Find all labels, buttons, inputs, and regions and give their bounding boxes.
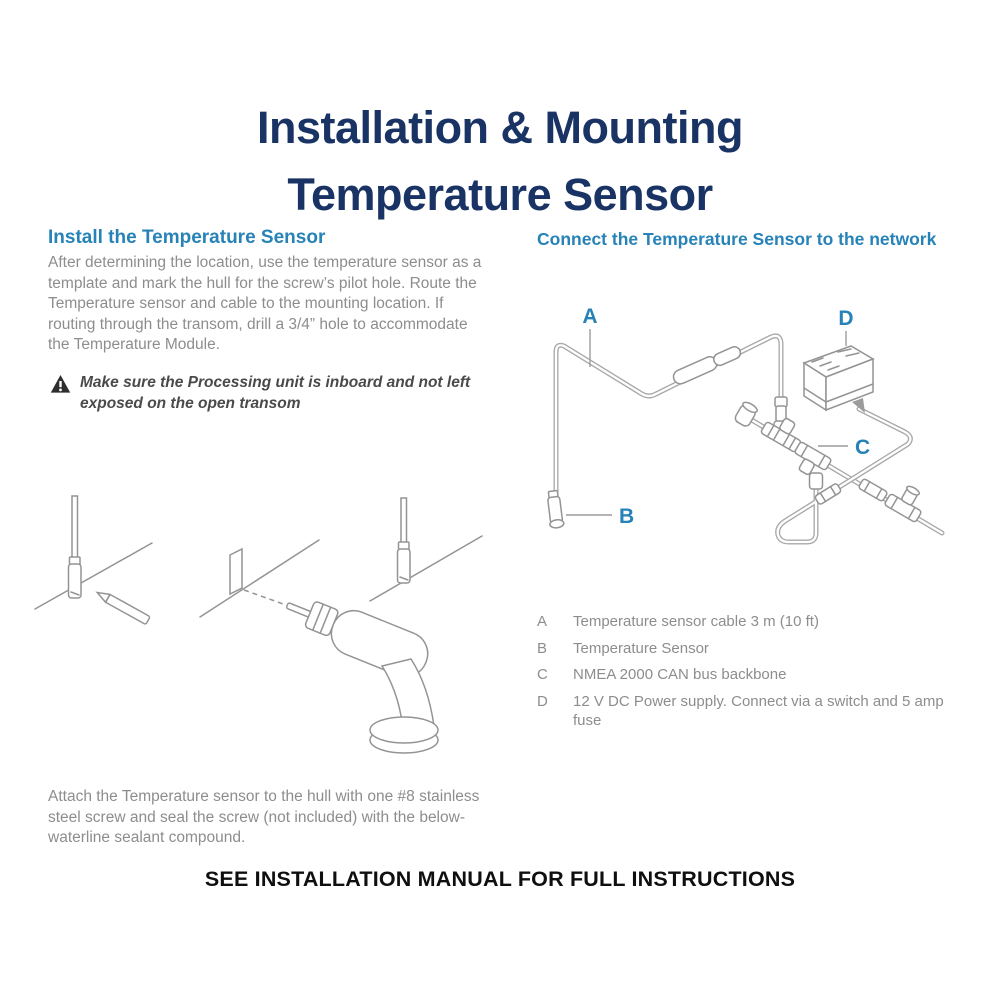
legend-row-c [537, 665, 961, 685]
diagram-legend [537, 612, 961, 738]
scene-sensor-mounted [370, 498, 482, 601]
legend-text: Temperature Sensor [573, 639, 709, 657]
legend-text: NMEA 2000 CAN bus backbone [573, 666, 787, 683]
connect-section-heading: Connect the Temperature Sensor to the network [537, 229, 937, 249]
drop-plug [810, 473, 823, 489]
diagram-label-a: A [582, 305, 598, 328]
legend-row-b [537, 639, 961, 659]
legend-row-a [537, 612, 961, 632]
scene-mark-location [35, 496, 152, 625]
page-title-line1: Installation & Mounting [257, 102, 743, 153]
legend-key: D [537, 692, 548, 710]
temperature-sensor [546, 490, 564, 528]
mounting-illustration [30, 468, 510, 780]
legend-row-d [537, 692, 961, 731]
footer-statement: SEE INSTALLATION MANUAL FOR FULL INSTRUCTIONS [204, 867, 796, 891]
warning-note [48, 372, 486, 414]
t-connector-3 [884, 479, 930, 523]
install-section-heading: Install the Temperature Sensor [48, 227, 326, 248]
backbone-plug [858, 478, 888, 502]
page-title-line2: Temperature Sensor [287, 169, 713, 220]
legend-key: C [537, 666, 548, 683]
warning-icon [50, 374, 71, 394]
diagram-label-d: D [838, 307, 854, 330]
pencil-icon [95, 589, 150, 625]
page-title [0, 94, 1000, 228]
legend-text: 12 V DC Power supply. Connect via a switch and 5 amp fuse [573, 692, 944, 729]
warning-text: Make sure the Processing unit is inboard and not left exposed on the open transom [80, 374, 471, 412]
network-diagram [528, 293, 968, 593]
install-section-body: After determining the location, use the temperature sensor as a template and mark the hull for the screw’s pilot hole. Route the Temperature sensor and cable to the mounting location. If routing through the transom, drill a 3/4” hole to accommodate the Temperature Module. [48, 254, 482, 353]
inline-module [671, 344, 742, 386]
drill-icon [278, 585, 438, 753]
diagram-label-b: B [619, 505, 635, 528]
diagram-label-c: C [855, 436, 871, 459]
legend-text: Temperature sensor cable 3 m (10 ft) [573, 613, 819, 630]
attach-note: Attach the Temperature sensor to the hull with one #8 stainless steel screw and seal the screw (not included) with the below-waterline sealant compound. [48, 788, 480, 846]
legend-key: B [537, 639, 548, 657]
legend-key: A [537, 613, 548, 630]
